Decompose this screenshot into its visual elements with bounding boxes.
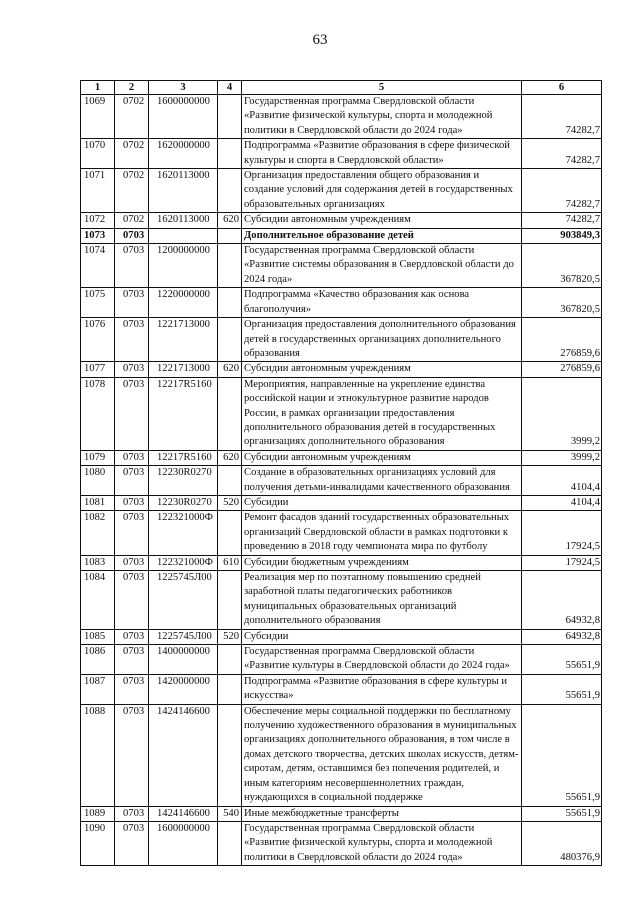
table-row [81,571,602,630]
expense-type-code [218,821,242,865]
amount: 64932,8 [522,629,602,644]
target-article-code: 1221713000 [149,362,218,377]
target-article-code: 12230R0270 [149,466,218,496]
row-number: 1084 [81,571,115,630]
column-header-4: 4 [218,81,242,95]
section-code: 0702 [115,169,149,213]
target-article-code: 1221713000 [149,318,218,362]
target-article-code: 1620113000 [149,169,218,213]
table-row [81,362,602,377]
row-number: 1070 [81,139,115,169]
table-row [81,450,602,465]
amount: 74282,7 [522,169,602,213]
section-code: 0703 [115,377,149,450]
section-code: 0703 [115,645,149,675]
section-code: 0702 [115,139,149,169]
target-article-code: 1424146600 [149,704,218,806]
table-row [81,318,602,362]
expense-type-code [218,169,242,213]
amount: 74282,7 [522,95,602,139]
section-code: 0703 [115,674,149,704]
table-row [81,244,602,288]
target-article-code: 1225745Л00 [149,629,218,644]
row-number: 1077 [81,362,115,377]
amount: 3999,2 [522,450,602,465]
table-row [81,704,602,806]
amount: 74282,7 [522,139,602,169]
target-article-code: 122321000Ф [149,511,218,555]
expense-type-code [218,95,242,139]
item-name: Обеспечение меры социальной поддержки по бесплатному получению художественного образования в муниципальных организациях дополнительного образования, в том числе в домах детского творчества, детских школах искусств, детям-сиротам, детям, оставшимся без попечения родителей, и иным категориям несовершеннолетних граждан, нуждающихся в социальной поддержке [242,704,522,806]
row-number: 1088 [81,704,115,806]
section-code: 0702 [115,213,149,228]
section-code: 0703 [115,704,149,806]
row-number: 1085 [81,629,115,644]
expense-type-code [218,571,242,630]
expense-type-code [218,318,242,362]
table-row [81,511,602,555]
expense-type-code [218,704,242,806]
item-name: Подпрограмма «Развитие образования в сфере физической культуры и спорта в Свердловской области» [242,139,522,169]
table-row [81,495,602,510]
expense-type-code [218,228,242,243]
row-number: 1072 [81,213,115,228]
expense-type-code [218,288,242,318]
section-code: 0703 [115,318,149,362]
row-number: 1087 [81,674,115,704]
table-row [81,645,602,675]
row-number: 1089 [81,806,115,821]
amount: 4104,4 [522,466,602,496]
expense-type-code [218,244,242,288]
target-article-code [149,228,218,243]
section-code: 0703 [115,228,149,243]
amount: 55651,9 [522,806,602,821]
expense-type-code [218,466,242,496]
section-code: 0703 [115,555,149,570]
expense-type-code [218,377,242,450]
target-article-code: 1220000000 [149,288,218,318]
target-article-code: 1600000000 [149,95,218,139]
amount: 4104,4 [522,495,602,510]
amount: 55651,9 [522,674,602,704]
row-number: 1079 [81,450,115,465]
item-name: Субсидии [242,629,522,644]
row-number: 1086 [81,645,115,675]
column-header-2: 2 [115,81,149,95]
expense-type-code: 620 [218,213,242,228]
table-row [81,288,602,318]
table-row [81,213,602,228]
section-code: 0703 [115,466,149,496]
target-article-code: 1420000000 [149,674,218,704]
row-number: 1075 [81,288,115,318]
amount: 367820,5 [522,288,602,318]
amount: 3999,2 [522,377,602,450]
expense-type-code [218,139,242,169]
column-header-3: 3 [149,81,218,95]
amount: 480376,9 [522,821,602,865]
item-name: Реализация мер по поэтапному повышению средней заработной платы педагогических работников муниципальных образовательных организаций дополнительного образования [242,571,522,630]
expense-type-code: 620 [218,450,242,465]
amount: 17924,5 [522,511,602,555]
table-row [81,169,602,213]
section-code: 0702 [115,95,149,139]
column-header-5: 5 [242,81,522,95]
expense-type-code [218,511,242,555]
target-article-code: 12217R5160 [149,450,218,465]
target-article-code: 1225745Л00 [149,571,218,630]
row-number: 1074 [81,244,115,288]
item-name: Субсидии бюджетным учреждениям [242,555,522,570]
expense-type-code: 520 [218,629,242,644]
item-name: Подпрограмма «Качество образования как основа благополучия» [242,288,522,318]
row-number: 1082 [81,511,115,555]
section-code: 0703 [115,362,149,377]
section-code: 0703 [115,571,149,630]
item-name: Субсидии автономным учреждениям [242,450,522,465]
item-name: Субсидии автономным учреждениям [242,362,522,377]
expense-type-code: 620 [218,362,242,377]
page-number: 63 [312,32,328,48]
section-code: 0703 [115,450,149,465]
target-article-code: 1620113000 [149,213,218,228]
item-name: Подпрограмма «Развитие образования в сфере культуры и искусства» [242,674,522,704]
section-code: 0703 [115,821,149,865]
target-article-code: 122321000Ф [149,555,218,570]
section-code: 0703 [115,511,149,555]
amount: 903849,3 [522,228,602,243]
table-row [81,629,602,644]
expense-type-code: 610 [218,555,242,570]
table-row [81,821,602,865]
row-number: 1078 [81,377,115,450]
expense-type-code [218,674,242,704]
row-number: 1090 [81,821,115,865]
row-number: 1076 [81,318,115,362]
item-name: Государственная программа Свердловской области «Развитие культуры в Свердловской области до 2024 года» [242,645,522,675]
table-row [81,95,602,139]
item-name: Иные межбюджетные трансферты [242,806,522,821]
target-article-code: 12230R0270 [149,495,218,510]
item-name: Мероприятия, направленные на укрепление единства российской нации и этнокультурное развитие народов России, в рамках организации предоставления дополнительного образования детей в государственных организациях дополнительного образования [242,377,522,450]
amount: 276859,6 [522,362,602,377]
amount: 74282,7 [522,213,602,228]
item-name: Государственная программа Свердловской области «Развитие физической культуры, спорта и молодежной политики в Свердловской области до 2024 года» [242,821,522,865]
amount: 64932,8 [522,571,602,630]
item-name: Субсидии [242,495,522,510]
table-row [81,228,602,243]
column-header-1: 1 [81,81,115,95]
item-name: Дополнительное образование детей [242,228,522,243]
target-article-code: 1620000000 [149,139,218,169]
table-row [81,139,602,169]
item-name: Государственная программа Свердловской области «Развитие физической культуры, спорта и молодежной политики в Свердловской области до 2024 года» [242,95,522,139]
row-number: 1069 [81,95,115,139]
budget-table [80,80,602,866]
expense-type-code: 540 [218,806,242,821]
table-row [81,466,602,496]
table-body [81,95,602,866]
section-code: 0703 [115,288,149,318]
item-name: Создание в образовательных организациях условий для получения детьми-инвалидами качественного образования [242,466,522,496]
section-code: 0703 [115,629,149,644]
target-article-code: 12217R5160 [149,377,218,450]
row-number: 1073 [81,228,115,243]
table-row [81,555,602,570]
table-row [81,674,602,704]
section-code: 0703 [115,244,149,288]
expense-type-code [218,645,242,675]
column-header-6: 6 [522,81,602,95]
expense-type-code: 520 [218,495,242,510]
item-name: Субсидии автономным учреждениям [242,213,522,228]
section-code: 0703 [115,806,149,821]
row-number: 1080 [81,466,115,496]
row-number: 1081 [81,495,115,510]
table-row [81,806,602,821]
target-article-code: 1400000000 [149,645,218,675]
amount: 55651,9 [522,645,602,675]
amount: 276859,6 [522,318,602,362]
section-code: 0703 [115,495,149,510]
item-name: Государственная программа Свердловской области «Развитие системы образования в Свердловской области до 2024 года» [242,244,522,288]
amount: 367820,5 [522,244,602,288]
amount: 17924,5 [522,555,602,570]
target-article-code: 1200000000 [149,244,218,288]
amount: 55651,9 [522,704,602,806]
target-article-code: 1424146600 [149,806,218,821]
item-name: Организация предоставления общего образования и создание условий для содержания детей в государственных образовательных организациях [242,169,522,213]
header-row [81,81,602,95]
target-article-code: 1600000000 [149,821,218,865]
row-number: 1071 [81,169,115,213]
table-row [81,377,602,450]
item-name: Ремонт фасадов зданий государственных образовательных организаций Свердловской области в рамках подготовки к проведению в 2018 году чемпионата мира по футболу [242,511,522,555]
row-number: 1083 [81,555,115,570]
item-name: Организация предоставления дополнительного образования детей в государственных организациях дополнительного образования [242,318,522,362]
